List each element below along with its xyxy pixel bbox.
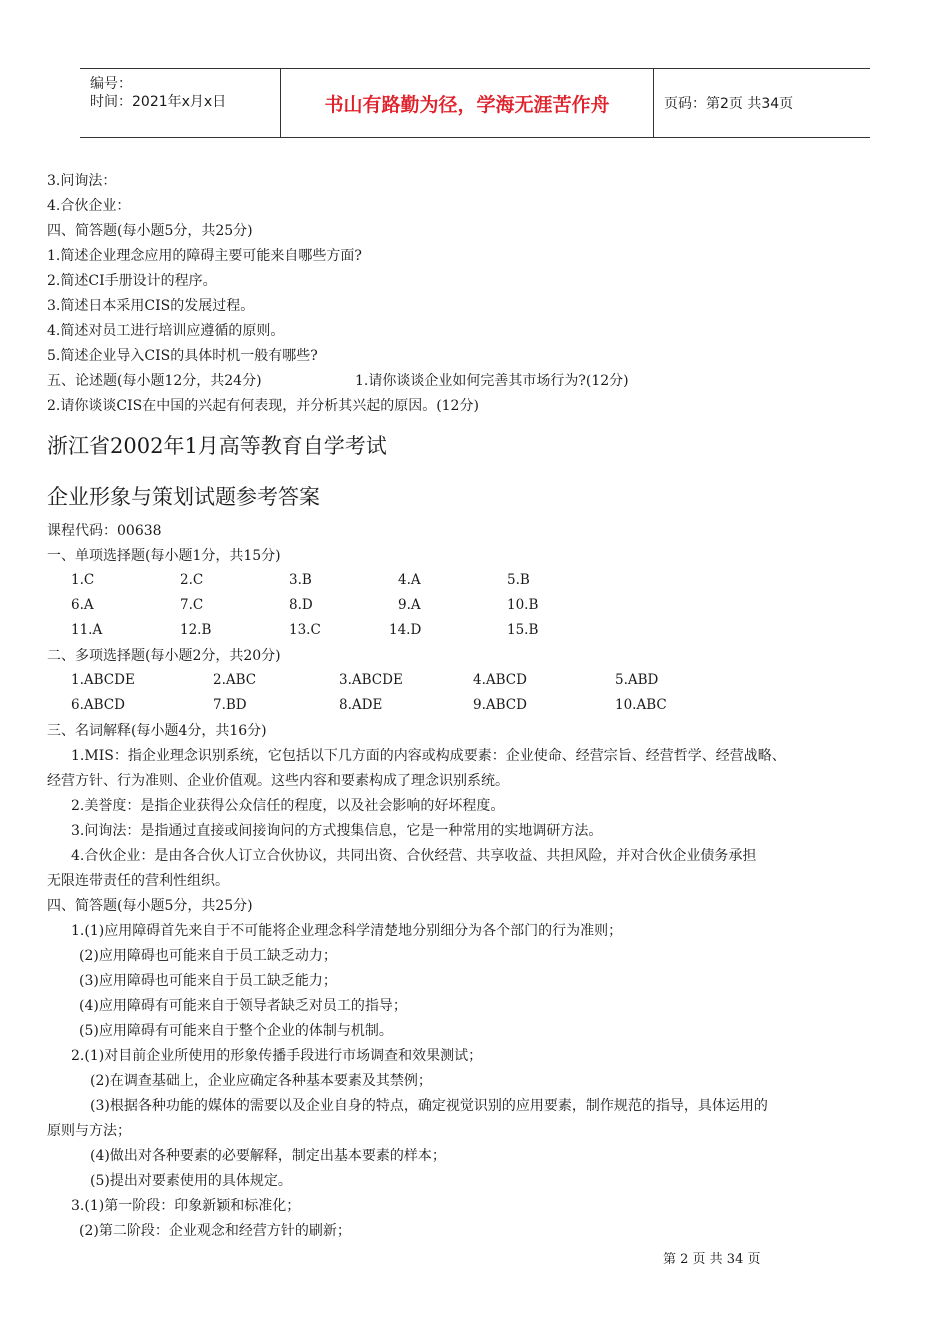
answer-line: 3.问询法：是指通过直接或间接询问的方式搜集信息，它是一种常用的实地调研方法。 (71, 823, 603, 839)
answer-line: 无限连带责任的营利性组织。 (47, 873, 229, 889)
section-heading: 四、简答题(每小题5分，共25分) (47, 223, 253, 239)
answer-cell: 1.ABCDE (71, 672, 135, 688)
answer-cell: 14.D (389, 622, 422, 638)
answer-line: 4.合伙企业：是由各合伙人订立合伙协议，共同出资、合伙经营、共享收益、共担风险，并对合伙企业债务承担 (71, 848, 757, 864)
answer-line: (4)应用障碍有可能来自于领导者缺乏对员工的指导； (79, 998, 407, 1014)
header-slogan: 书山有路勤为径，学海无涯苦作舟 (281, 69, 654, 137)
answer-line: 1.(1)应用障碍首先来自于不可能将企业理念科学清楚地分别细分为各个部门的行为准则； (71, 923, 623, 939)
page-footer: 第 2 页 共 34 页 (663, 1252, 761, 1267)
time-label: 时间：2021年x月x日 (90, 94, 227, 110)
answer-line: (5)提出对要素使用的具体规定。 (90, 1173, 292, 1189)
answer-cell: 9.ABCD (473, 697, 527, 713)
answer-cell: 10.B (507, 597, 539, 613)
section-heading: 四、简答题(每小题5分，共25分) (47, 898, 253, 914)
section-heading: 五、论述题(每小题12分，共24分) (47, 373, 262, 389)
course-code: 课程代码：00638 (47, 523, 162, 539)
answer-line: (3)应用障碍也可能来自于员工缺乏能力； (79, 973, 337, 989)
answer-line: (3)根据各种功能的媒体的需要以及企业自身的特点，确定视觉识别的应用要素，制作规范的指导，具体运用的 (90, 1098, 768, 1114)
answer-cell: 7.BD (213, 697, 247, 713)
answer-line: (5)应用障碍有可能来自于整个企业的体制与机制。 (79, 1023, 393, 1039)
answer-cell: 3.ABCDE (339, 672, 403, 688)
section-heading: 一、单项选择题(每小题1分，共15分) (47, 548, 281, 564)
question-line: 3.问询法： (47, 173, 117, 189)
answer-cell: 10.ABC (615, 697, 667, 713)
exam-title: 浙江省2002年1月高等教育自学考试 (47, 434, 387, 458)
answer-cell: 1.C (71, 572, 95, 588)
answer-title: 企业形象与策划试题参考答案 (47, 485, 320, 509)
answer-line: 原则与方法； (47, 1123, 131, 1139)
answer-cell: 4.A (398, 572, 421, 588)
answer-line: 2.美誉度：是指企业获得公众信任的程度，以及社会影响的好坏程度。 (71, 798, 505, 814)
question-line: 2.简述CI手册设计的程序。 (47, 273, 217, 289)
question-line: 1.简述企业理念应用的障碍主要可能来自哪些方面? (47, 248, 362, 264)
answer-line: 3.(1)第一阶段：印象新颖和标准化； (71, 1198, 301, 1214)
answer-line: 经营方针、行为准则、企业价值观。这些内容和要素构成了理念识别系统。 (47, 773, 509, 789)
answer-cell: 6.A (71, 597, 94, 613)
answer-cell: 5.ABD (615, 672, 659, 688)
section-heading: 三、名词解释(每小题4分，共16分) (47, 723, 267, 739)
answer-cell: 7.C (180, 597, 204, 613)
answer-cell: 2.ABC (213, 672, 257, 688)
answer-line: 2.(1)对目前企业所使用的形象传播手段进行市场调查和效果测试； (71, 1048, 483, 1064)
answer-cell: 8.D (289, 597, 313, 613)
answer-cell: 3.B (289, 572, 312, 588)
answer-line: (4)做出对各种要素的必要解释，制定出基本要素的样本； (90, 1148, 446, 1164)
answer-cell: 13.C (289, 622, 321, 638)
question-line: 1.请你谈谈企业如何完善其市场行为?(12分) (355, 373, 629, 389)
answer-line: (2)在调查基础上，企业应确定各种基本要素及其禁例； (90, 1073, 432, 1089)
header-meta-cell (80, 69, 281, 137)
answer-cell: 11.A (71, 622, 103, 638)
answer-cell: 5.B (507, 572, 530, 588)
answer-line: 1.MIS：指企业理念识别系统，它包括以下几方面的内容或构成要素：企业使命、经营宗旨、经营哲学、经营战略、 (71, 748, 786, 764)
question-line: 3.简述日本采用CIS的发展过程。 (47, 298, 255, 314)
question-line: 4.合伙企业： (47, 198, 131, 214)
question-line: 4.简述对员工进行培训应遵循的原则。 (47, 323, 285, 339)
id-label: 编号： (90, 76, 132, 92)
answer-cell: 12.B (180, 622, 212, 638)
answer-cell: 6.ABCD (71, 697, 125, 713)
answer-cell: 8.ADE (339, 697, 383, 713)
answer-line: (2)应用障碍也可能来自于员工缺乏动力； (79, 948, 337, 964)
question-line: 2.请你谈谈CIS在中国的兴起有何表现，并分析其兴起的原因。(12分) (47, 398, 479, 414)
question-line: 5.简述企业导入CIS的具体时机一般有哪些? (47, 348, 318, 364)
answer-cell: 9.A (398, 597, 421, 613)
answer-cell: 15.B (507, 622, 539, 638)
answer-cell: 2.C (180, 572, 204, 588)
header-page-info: 页码：第2页 共34页 (664, 96, 794, 112)
page-header (80, 68, 870, 138)
answer-cell: 4.ABCD (473, 672, 527, 688)
section-heading: 二、多项选择题(每小题2分，共20分) (47, 648, 281, 664)
answer-line: (2)第二阶段：企业观念和经营方针的刷新； (79, 1223, 351, 1239)
